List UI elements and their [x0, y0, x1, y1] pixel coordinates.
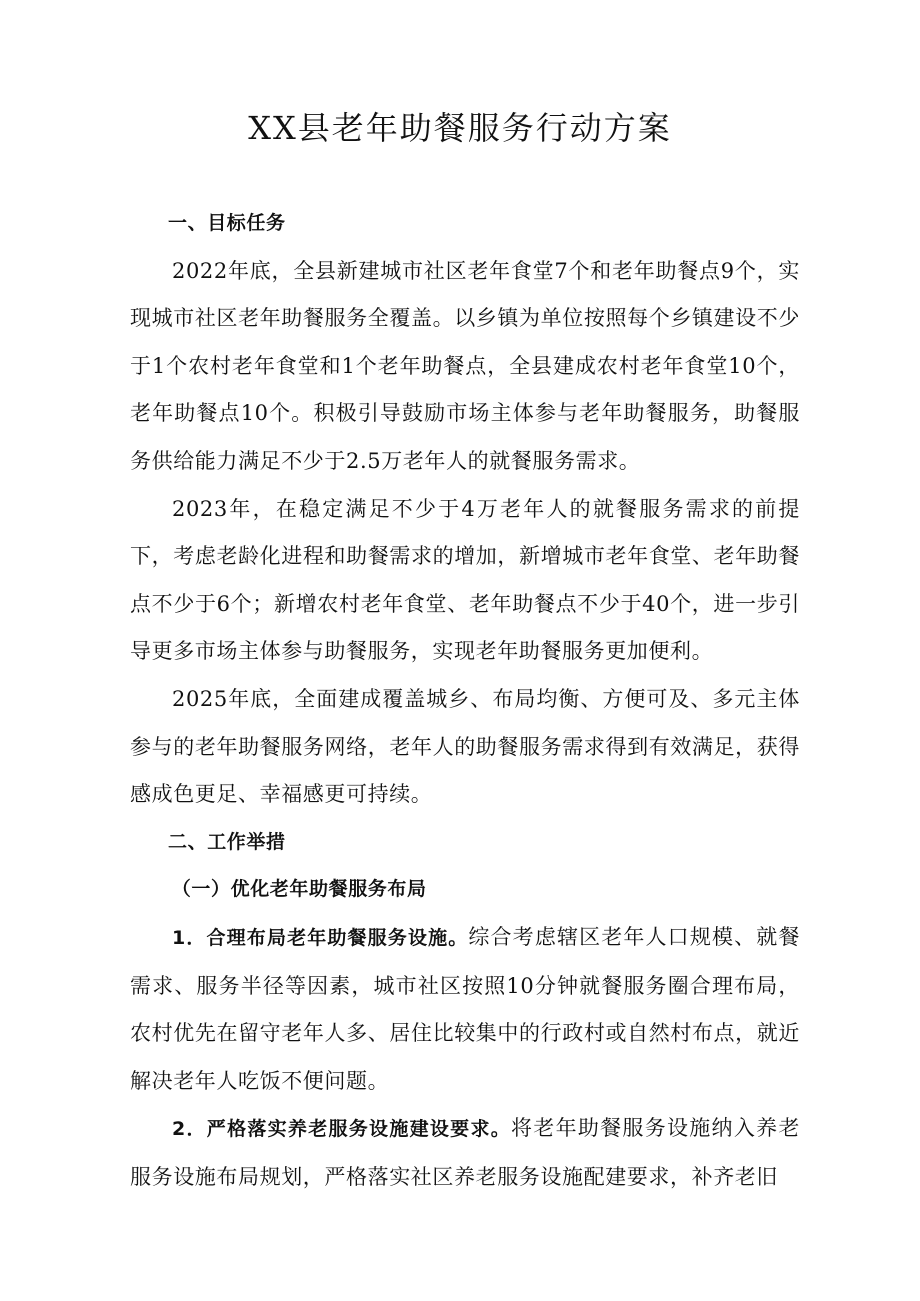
measure-item-2-lead: 2．严格落实养老服务设施建设要求。 — [172, 1118, 512, 1141]
document-body — [130, 200, 800, 1201]
section-heading-goals: 一、目标任务 — [168, 212, 286, 234]
measure-item-2 — [130, 1105, 800, 1201]
section-heading-measures: 二、工作举措 — [168, 830, 286, 853]
paragraph-2023: 2023年，在稳定满足不少于4万老年人的就餐服务需求的前提下，考虑老龄化进程和助餐需求的增加，新增城市老年食堂、老年助餐点不少于6个；新增农村老年食堂、老年助餐点不少于40个，进一步引导更多市场主体参与助餐服务，实现老年助餐服务更加便利。 — [130, 496, 800, 664]
measure-item-1 — [130, 914, 800, 1105]
paragraph-2022: 2022年底，全县新建城市社区老年食堂7个和老年助餐点9个，实现城市社区老年助餐服务全覆盖。以乡镇为单位按照每个乡镇建设不少于1个农村老年食堂和1个老年助餐点，全县建成农村老年食堂10个，老年助餐点10个。积极引导鼓励市场主体参与老年助餐服务，助餐服务供给能力满足不少于2.5万老年人的就餐服务需求。 — [130, 258, 800, 473]
measure-item-1-text: 综合考虑辖区老年人口规模、就餐需求、服务半径等因素，城市社区按照10分钟就餐服务圈合理布局，农村优先在留守老年人多、居住比较集中的行政村或自然村布点，就近解决老年人吃饭不便问题。 — [130, 924, 801, 1093]
document-title: XX县老年助餐服务行动方案 — [248, 109, 672, 147]
subsection-heading-layout: （一）优化老年助餐服务布局 — [171, 878, 427, 901]
measure-item-2-text: 将老年助餐服务设施纳入养老服务设施布局规划，严格落实社区养老服务设施配建要求，补齐老旧 — [130, 1116, 800, 1189]
paragraph-2025: 2025年底，全面建成覆盖城乡、布局均衡、方便可及、多元主体参与的老年助餐服务网络，老年人的助餐服务需求得到有效满足，获得感成色更足、幸福感更可持续。 — [130, 686, 800, 807]
measure-item-1-lead: 1．合理布局老年助餐服务设施。 — [172, 926, 469, 949]
